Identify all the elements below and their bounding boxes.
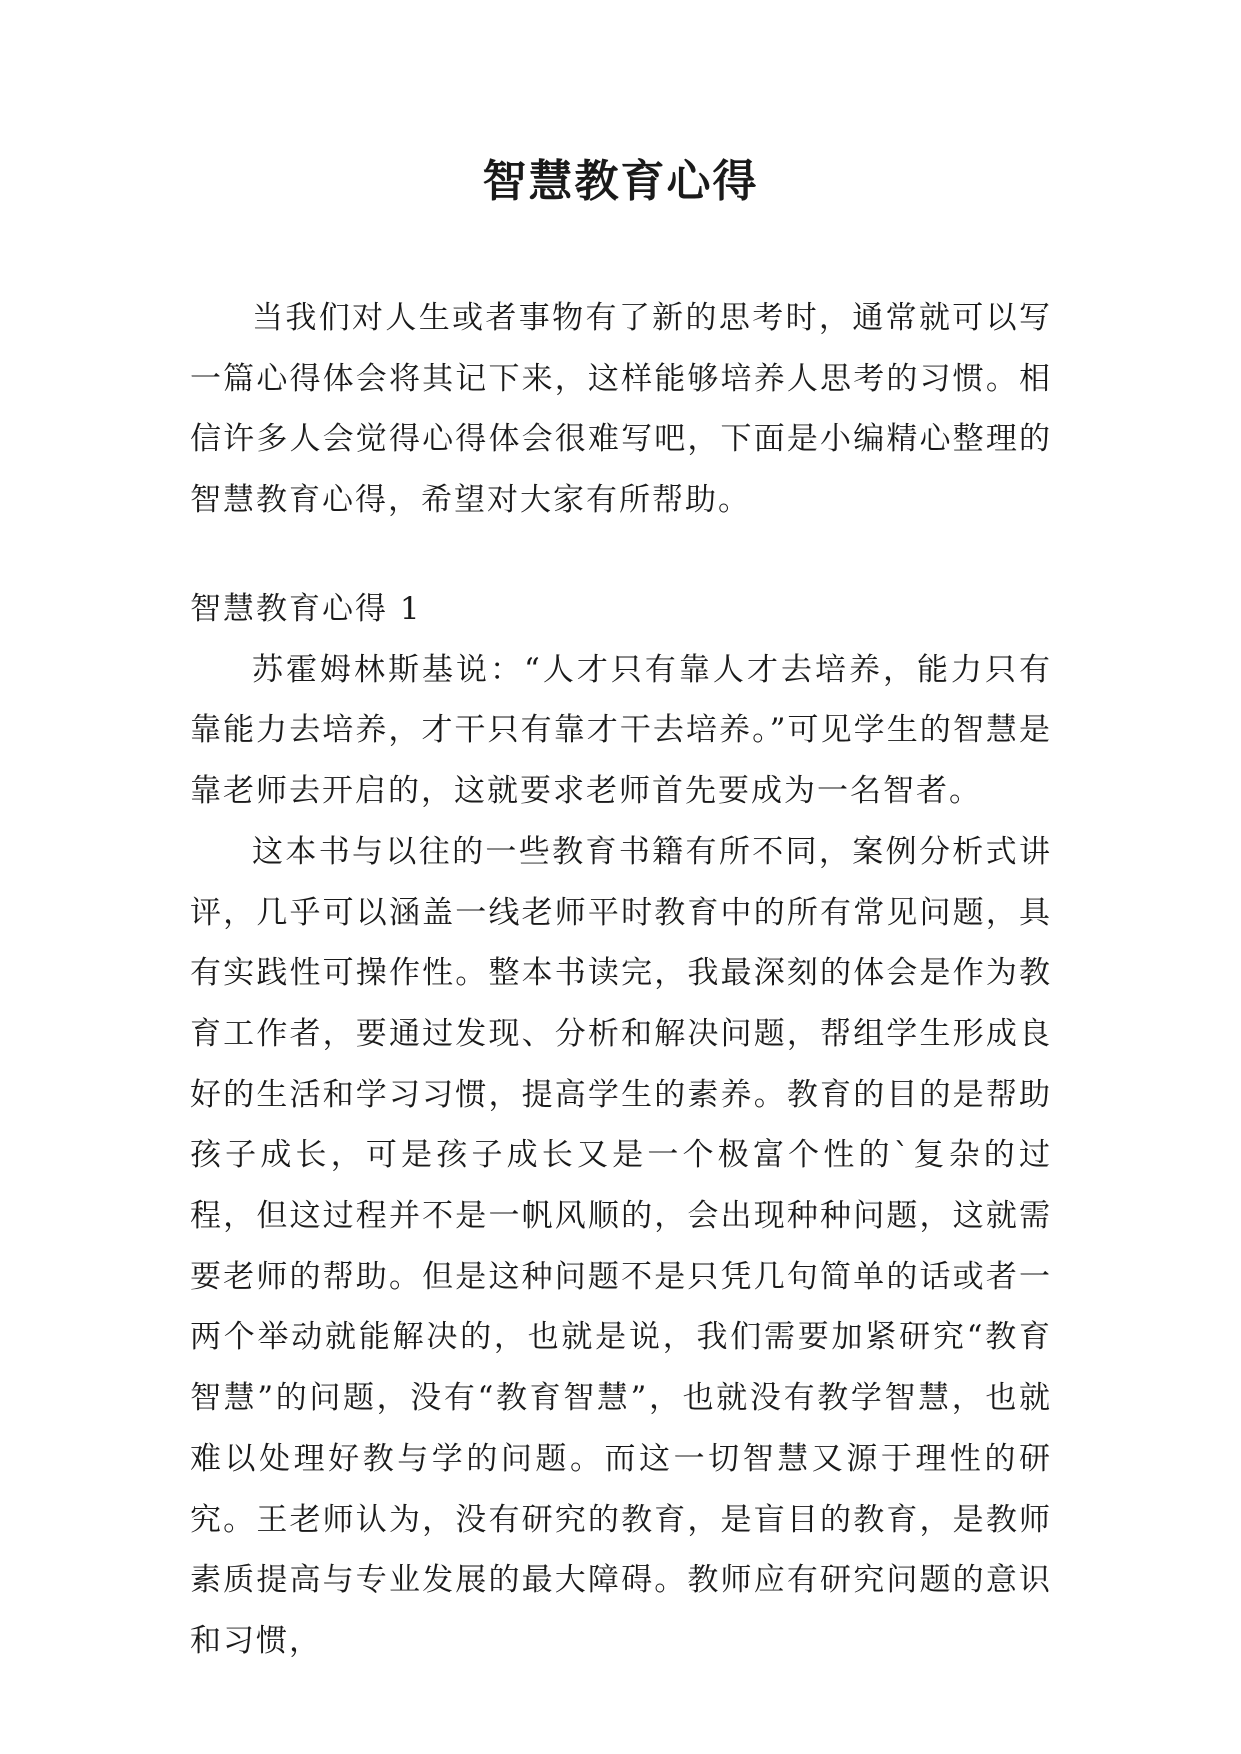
section-heading: 智慧教育心得 1: [190, 591, 422, 627]
section-1: [190, 579, 1052, 1672]
intro-paragraph: 当我们对人生或者事物有了新的思考时，通常就可以写一篇心得体会将其记下来，这样能够培养人思考的习惯。相信许多人会觉得心得体会很难写吧，下面是小编精心整理的智慧教育心得，希望对大家有所帮助。: [190, 300, 1052, 519]
intro-block: [190, 288, 1052, 531]
section-paragraph-1: 苏霍姆林斯基说：“人才只有靠人才去培养，能力只有靠能力去培养，才干只有靠才干去培养。”可见学生的智慧是靠老师去开启的，这就要求老师首先要成为一名智者。: [190, 651, 1052, 810]
document-title: 智慧教育心得: [482, 156, 759, 207]
section-paragraph-2: 这本书与以往的一些教育书籍有所不同，案例分析式讲评，几乎可以涵盖一线老师平时教育中的所有常见问题，具有实践性可操作性。整本书读完，我最深刻的体会是作为教育工作者，要通过发现、分析和解决问题，帮组学生形成良好的生活和学习习惯，提高学生的素养。教育的目的是帮助孩子成长，可是孩子成长又是一个极富个性的`复杂的过程，但这过程并不是一帆风顺的，会出现种种问题，这就需要老师的帮助。但是这种问题不是只凭几句简单的话或者一两个举动就能解决的，也就是说，我们需要加紧研究“教育智慧”的问题，没有“教育智慧”，也就没有教学智慧，也就难以处理好教与学的问题。而这一切智慧又源于理性的研究。王老师认为，没有研究的教育，是盲目的教育，是教师素质提高与专业发展的最大障碍。教师应有研究问题的意识和习惯，: [190, 833, 1052, 1659]
